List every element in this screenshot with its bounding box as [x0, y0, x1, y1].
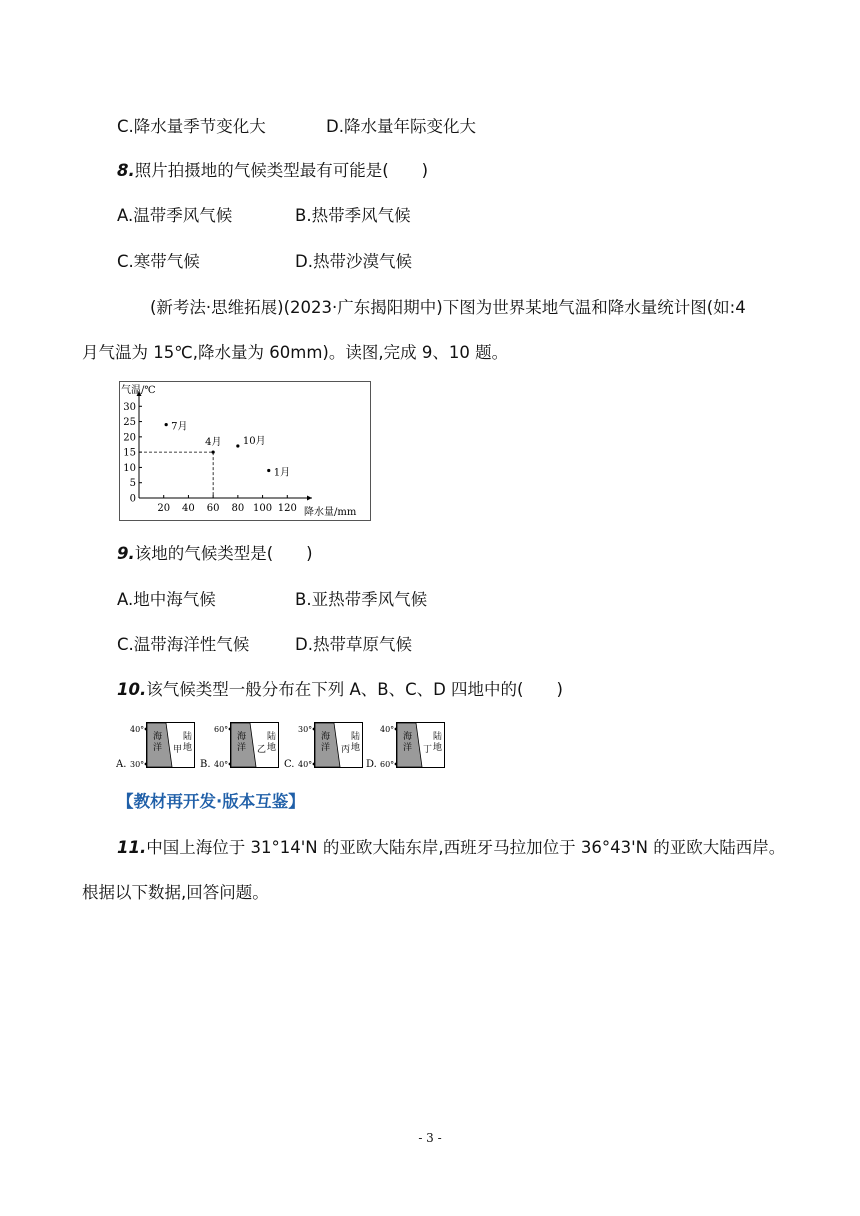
question-11-line-2: 根据以下数据,回答问题。 [82, 883, 269, 902]
ocean-label: 洋 [403, 743, 413, 753]
question-11 [117, 837, 785, 859]
ocean-label: 洋 [153, 743, 163, 753]
y-axis-label: 气温/℃ [121, 385, 156, 396]
question-10 [117, 679, 563, 701]
x-tick-label: 120 [277, 503, 297, 514]
y-tick-label: 0 [129, 493, 136, 505]
top-latitude: 40° [380, 725, 395, 734]
intro-line-2: 月气温为 15℃,降水量为 60mm)。读图,完成 9、10 题。 [82, 343, 509, 362]
map-option [200, 723, 279, 771]
question-number: 10. [117, 680, 147, 699]
question-9 [117, 543, 313, 565]
bottom-latitude: 60° [380, 760, 395, 769]
section-heading: 【教材再开发·版本互鉴】 [117, 792, 305, 811]
map-option-letter: D. [366, 759, 377, 770]
data-point-label: 7月 [171, 421, 188, 433]
land-label: 地 [351, 743, 361, 753]
option-8a: A.温带季风气候 [117, 206, 233, 225]
ocean-label: 海 [153, 732, 163, 742]
x-axis-arrow [307, 496, 312, 501]
page-number: - 3 - [418, 1131, 442, 1145]
ocean-label: 海 [403, 732, 413, 742]
land-label: 地 [433, 743, 443, 753]
option-9d: D.热带草原气候 [295, 635, 412, 654]
question-stem: 照片拍摄地的气候类型最有可能是( ) [134, 161, 429, 180]
map-option [284, 723, 363, 771]
x-tick-label: 40 [182, 503, 195, 514]
land-label: 陆 [183, 732, 193, 742]
question-stem: 该气候类型一般分布在下列 A、B、C、D 四地中的( ) [146, 680, 563, 699]
land-label: 地 [267, 743, 277, 753]
data-point [212, 451, 215, 454]
map-option-letter: C. [284, 759, 295, 770]
land-label: 地 [183, 743, 193, 753]
x-axis-label: 降水量/mm [304, 507, 357, 518]
ocean-label: 海 [321, 732, 331, 742]
y-tick-label: 10 [123, 462, 136, 474]
top-latitude: 60° [214, 725, 229, 734]
top-latitude: 40° [130, 725, 145, 734]
x-tick-label: 20 [157, 503, 171, 514]
bottom-latitude: 30° [130, 760, 145, 769]
chart-frame [120, 382, 371, 521]
option-7c: C.降水量季节变化大 [117, 117, 266, 136]
place-label: 丙 [341, 745, 351, 755]
option-9b: B.亚热带季风气候 [295, 590, 428, 609]
map-option [116, 723, 195, 771]
y-tick-label: 5 [129, 478, 136, 490]
option-8b: B.热带季风气候 [295, 206, 411, 225]
bottom-latitude: 40° [214, 760, 229, 769]
option-9a: A.地中海气候 [117, 590, 216, 609]
y-tick-label: 15 [123, 447, 136, 459]
bottom-latitude: 40° [298, 760, 313, 769]
y-tick-label: 20 [123, 432, 136, 444]
data-point-label: 1月 [273, 467, 291, 479]
land-label: 陆 [351, 732, 361, 742]
ocean-label: 海 [237, 732, 247, 742]
maps-svg [116, 719, 446, 771]
map-option-letter: A. [116, 759, 127, 770]
top-latitude: 30° [298, 725, 313, 734]
option-8d: D.热带沙漠气候 [295, 252, 412, 271]
place-label: 甲 [173, 745, 183, 755]
question-number: 8. [117, 161, 135, 180]
x-tick-label: 80 [231, 503, 245, 514]
y-tick-label: 30 [123, 401, 136, 413]
data-point-label: 4月 [205, 437, 222, 449]
question-stem: 中国上海位于 31°14'N 的亚欧大陆东岸,西班牙马拉加位于 36°43'N 的亚欧大陆西岸。 [146, 838, 786, 857]
question-8 [117, 160, 428, 182]
place-label: 丁 [423, 745, 433, 755]
x-tick-label: 100 [253, 503, 273, 514]
x-tick-label: 60 [206, 503, 220, 514]
ocean-label: 洋 [237, 743, 247, 753]
land-label: 陆 [433, 732, 443, 742]
question-stem: 该地的气候类型是( ) [134, 544, 313, 563]
option-8c: C.寒带气候 [117, 252, 200, 271]
data-point [165, 423, 168, 426]
chart-svg [119, 381, 371, 521]
place-label: 乙 [257, 745, 267, 755]
data-point-label: 10月 [242, 436, 266, 448]
option-9c: C.温带海洋性气候 [117, 635, 250, 654]
option-7d: D.降水量年际变化大 [326, 117, 476, 136]
map-option-letter: B. [200, 759, 211, 770]
ocean-label: 洋 [321, 743, 331, 753]
question-number: 11. [117, 838, 147, 857]
data-point [236, 444, 239, 447]
map-option [366, 723, 445, 771]
data-point [267, 469, 270, 472]
land-label: 陆 [267, 732, 277, 742]
y-tick-label: 25 [123, 417, 136, 429]
intro-line-1: (新考法·思维拓展)(2023·广东揭阳期中)下图为世界某地气温和降水量统计图(如:4 [150, 298, 746, 317]
climate-scatter-chart [119, 381, 371, 521]
option-maps [116, 719, 446, 771]
question-number: 9. [117, 544, 135, 563]
